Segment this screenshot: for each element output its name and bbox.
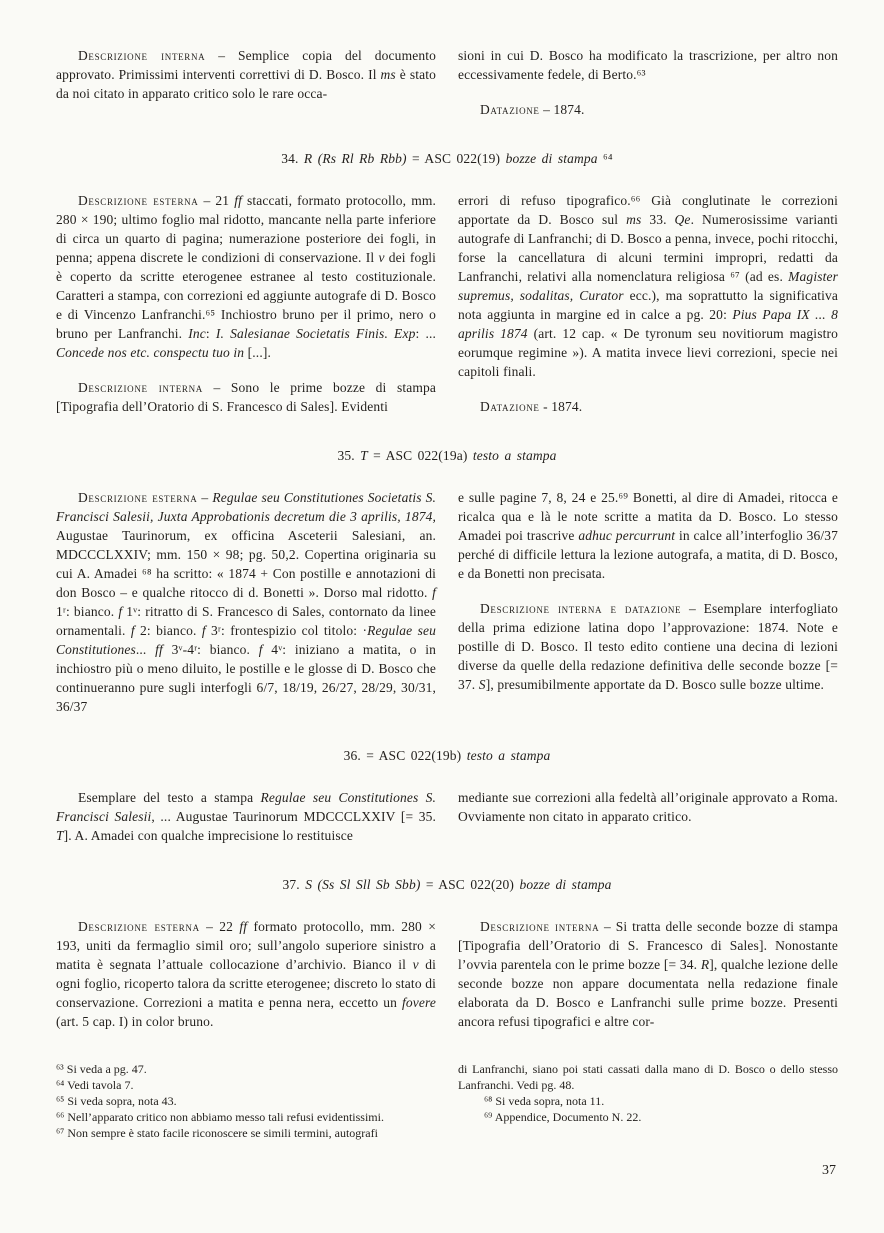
entry-37-section (56, 917, 838, 1031)
footnotes-left-column (56, 1061, 436, 1141)
datazione-33-paragraph: Datazione – 1874. (480, 102, 585, 117)
entry-35-right-column (458, 488, 838, 716)
intro-section (56, 46, 838, 119)
footnote-64: ⁶⁴ Vedi tavola 7. (56, 1078, 134, 1092)
page-number: 37 (822, 1163, 836, 1178)
entry-34-left-column (56, 191, 436, 416)
footnote-69: ⁶⁹ Appendice, Documento N. 22. (484, 1110, 642, 1124)
footnotes-section (56, 1061, 838, 1141)
entry-36-heading: 36. = ASC 022(19b) testo a stampa (343, 748, 551, 763)
descrizione-interna-33-paragraph: Descrizione interna – Semplice copia del documento approvato. Primissimi interventi correttivi di D. Bosco. Il ms è stato da noi citato in apparato critico solo le rare occa- (56, 48, 436, 101)
entry-37-left-column (56, 917, 436, 1031)
footnotes-right-column (458, 1061, 838, 1141)
entry-34-section (56, 191, 838, 416)
footnote-66: ⁶⁶ Nell’apparato critico non abbiamo messo tali refusi evidentissimi. (56, 1110, 384, 1124)
descrizione-interna-34-paragraph: Descrizione interna – Sono le prime bozze di stampa [Tipografia dell’Oratorio di S. Francesco di Sales]. Evidenti (56, 380, 436, 414)
entry-36-left-column (56, 788, 436, 845)
footnote-67-continuation: di Lanfranchi, siano poi stati cassati dalla mano di D. Bosco o dello stesso Lanfranchi. Vedi pg. 48. (458, 1062, 838, 1092)
entry-36-continuation: mediante sue correzioni alla fedeltà all’originale approvato a Roma. Ovviamente non citato in apparato critico. (458, 790, 838, 824)
footnote-68: ⁶⁸ Si veda sopra, nota 11. (484, 1094, 605, 1108)
datazione-34-paragraph: Datazione - 1874. (480, 399, 583, 414)
descrizione-interna-datazione-35-paragraph: Descrizione interna e datazione – Esemplare interfogliato della prima edizione latina dopo l’approvazione: 1874. Note e postille di D. Bosco. Il testo edito contiene una decina di lezioni diverse da quelle della redazione definitiva delle seconde bozze [= 37. S], presumibilmente apportate da D. Bosco sulle bozze ultime. (458, 601, 838, 692)
entry-37-right-column (458, 917, 838, 1031)
descrizione-esterna-34-paragraph: Descrizione esterna – 21 ff staccati, formato protocollo, mm. 280 × 190; ultimo foglio mal ridotto, mancante nella parte inferiore di circa un quarto di pagina; numerazione posteriore dei fogli, in penna; appena discrete le condizioni di conservazione. Il v dei fogli è coperto da scritte eterogenee estranee al testo costituzionale. Caratteri a stampa, con correzioni ed aggiunte autografe di D. Bosco e di Vincenzo Lanfranchi.⁶⁵ Inchiostro bruno per il primo, nero o bruno per Lanfranchi. Inc: I. Salesianae Societatis Finis. Exp: ... Concede nos etc. conspectu tuo in [...]. (56, 193, 437, 360)
entry-35-heading: 35. T = ASC 022(19a) testo a stampa (337, 448, 557, 463)
entry-36-right-column (458, 788, 838, 845)
entry-36-section (56, 788, 838, 845)
entry-34-heading: 34. R (Rs Rl Rb Rbb) = ASC 022(19) bozze di stampa ⁶⁴ (281, 151, 613, 166)
footnote-63: ⁶³ Si veda a pg. 47. (56, 1062, 147, 1076)
entry-35-section (56, 488, 838, 716)
descrizione-esterna-35-continuation: e sulle pagine 7, 8, 24 e 25.⁶⁹ Bonetti, al dire di Amadei, ritocca e ricalca qua e là le note scritte a matita da D. Bosco. Lo stesso Amadei poi trascrive adhuc percurrunt in calce all’interfoglio 36/37 perché di difficile lettura la lezione autografa, a matita, di D. Bosco, e da Bonetti non precisata. (458, 490, 838, 581)
entry-36-paragraph: Esemplare del testo a stampa Regulae seu Constitutiones S. Francisci Salesii, ... Augustae Taurinorum MDCCCLXXIV [= 35. T]. A. Amadei con qualche imprecisione lo restituisce (56, 790, 437, 843)
entry-37-heading: 37. S (Ss Sl Sll Sb Sbb) = ASC 022(20) bozze di stampa (282, 877, 612, 892)
footnote-65: ⁶⁵ Si veda sopra, nota 43. (56, 1094, 177, 1108)
entry-35-left-column (56, 488, 436, 716)
entry-34-right-column (458, 191, 838, 416)
descrizione-interna-33-continuation: sioni in cui D. Bosco ha modificato la trascrizione, per altro non eccessivamente fedele, di Berto.⁶³ (458, 48, 838, 82)
footnote-67: ⁶⁷ Non sempre è stato facile riconoscere se simili termini, autografi (56, 1126, 378, 1140)
intro-left-column (56, 46, 436, 119)
descrizione-interna-34-continuation: errori di refuso tipografico.⁶⁶ Già conglutinate le correzioni apportate da D. Bosco sul ms 33. Qe. Numerosissime varianti autografe di Lanfranchi; di D. Bosco a penna, invece, pochi ritocchi, forse la cancellatura di alcuni termini impropri, redatti da Lanfranchi, relativi alla nomenclatura religiosa ⁶⁷ (ad es. Magister supremus, sodalitas, Curator ecc.), ma soprattutto la significativa nota aggiunta in margine ed in calce a pg. 20: Pius Papa IX ... 8 aprilis 1874 (art. 12 cap. « De tyronum seu novitiorum magistro eorumque regimine »). A matita invece lievi correzioni, specie nei capitoli finali. (458, 193, 839, 379)
descrizione-esterna-37-paragraph: Descrizione esterna – 22 ff formato protocollo, mm. 280 × 193, uniti da fermaglio simil oro; sull’angolo superiore sinistro a matita è segnata l’attuale collocazione d’archivio. Bianco il v di ogni foglio, ricoperto talora da scritte eterogenee; discreto lo stato di conservazione. Correzioni a matita e penna nera, eccetto un fovere (art. 5 cap. I) in color bruno. (56, 919, 437, 1029)
descrizione-interna-37-paragraph: Descrizione interna – Si tratta delle seconde bozze di stampa [Tipografia dell’Oratorio di S. Francesco di Sales]. Nonostante l’ovvia parentela con le prime bozze [= 34. R], qualche lezione delle seconde bozze non appare documentata nella redazione finale elaborata da D. Bosco e Lanfranchi sulle prime bozze. Presenti ancora refusi tipografici e altre cor- (458, 919, 838, 1029)
descrizione-esterna-35-paragraph: Descrizione esterna – Regulae seu Constitutiones Societatis S. Francisci Salesii, Juxta Approbationis decretum die 3 aprilis, 1874, Augustae Taurinorum, ex officina Asceterii Salesiani, an. MDCCCLXXIV; mm. 150 × 98; pg. 50,2. Copertina originaria su cui A. Amadei ⁶⁸ ha scritto: « 1874 + Con postille e annotazioni di don Bosco – e qualche ritocco di d. Bonetti ». Dorso mal ridotto. f 1ʳ: bianco. f 1ᵛ: ritratto di S. Francesco di Sales, contornato da linee ornamentali. f 2: bianco. f 3ʳ: frontespizio col titolo: ·Regulae seu Constitutiones... ff 3ᵛ-4ʳ: bianco. f 4ᵛ: iniziano a matita, o in inchiostro più o meno diluito, le postille e le glosse di D. Bosco che continueranno pure sugli interfogli 6/7, 18/19, 26/27, 28/29, 30/31, 36/37 (56, 490, 437, 714)
intro-right-column (458, 46, 838, 119)
